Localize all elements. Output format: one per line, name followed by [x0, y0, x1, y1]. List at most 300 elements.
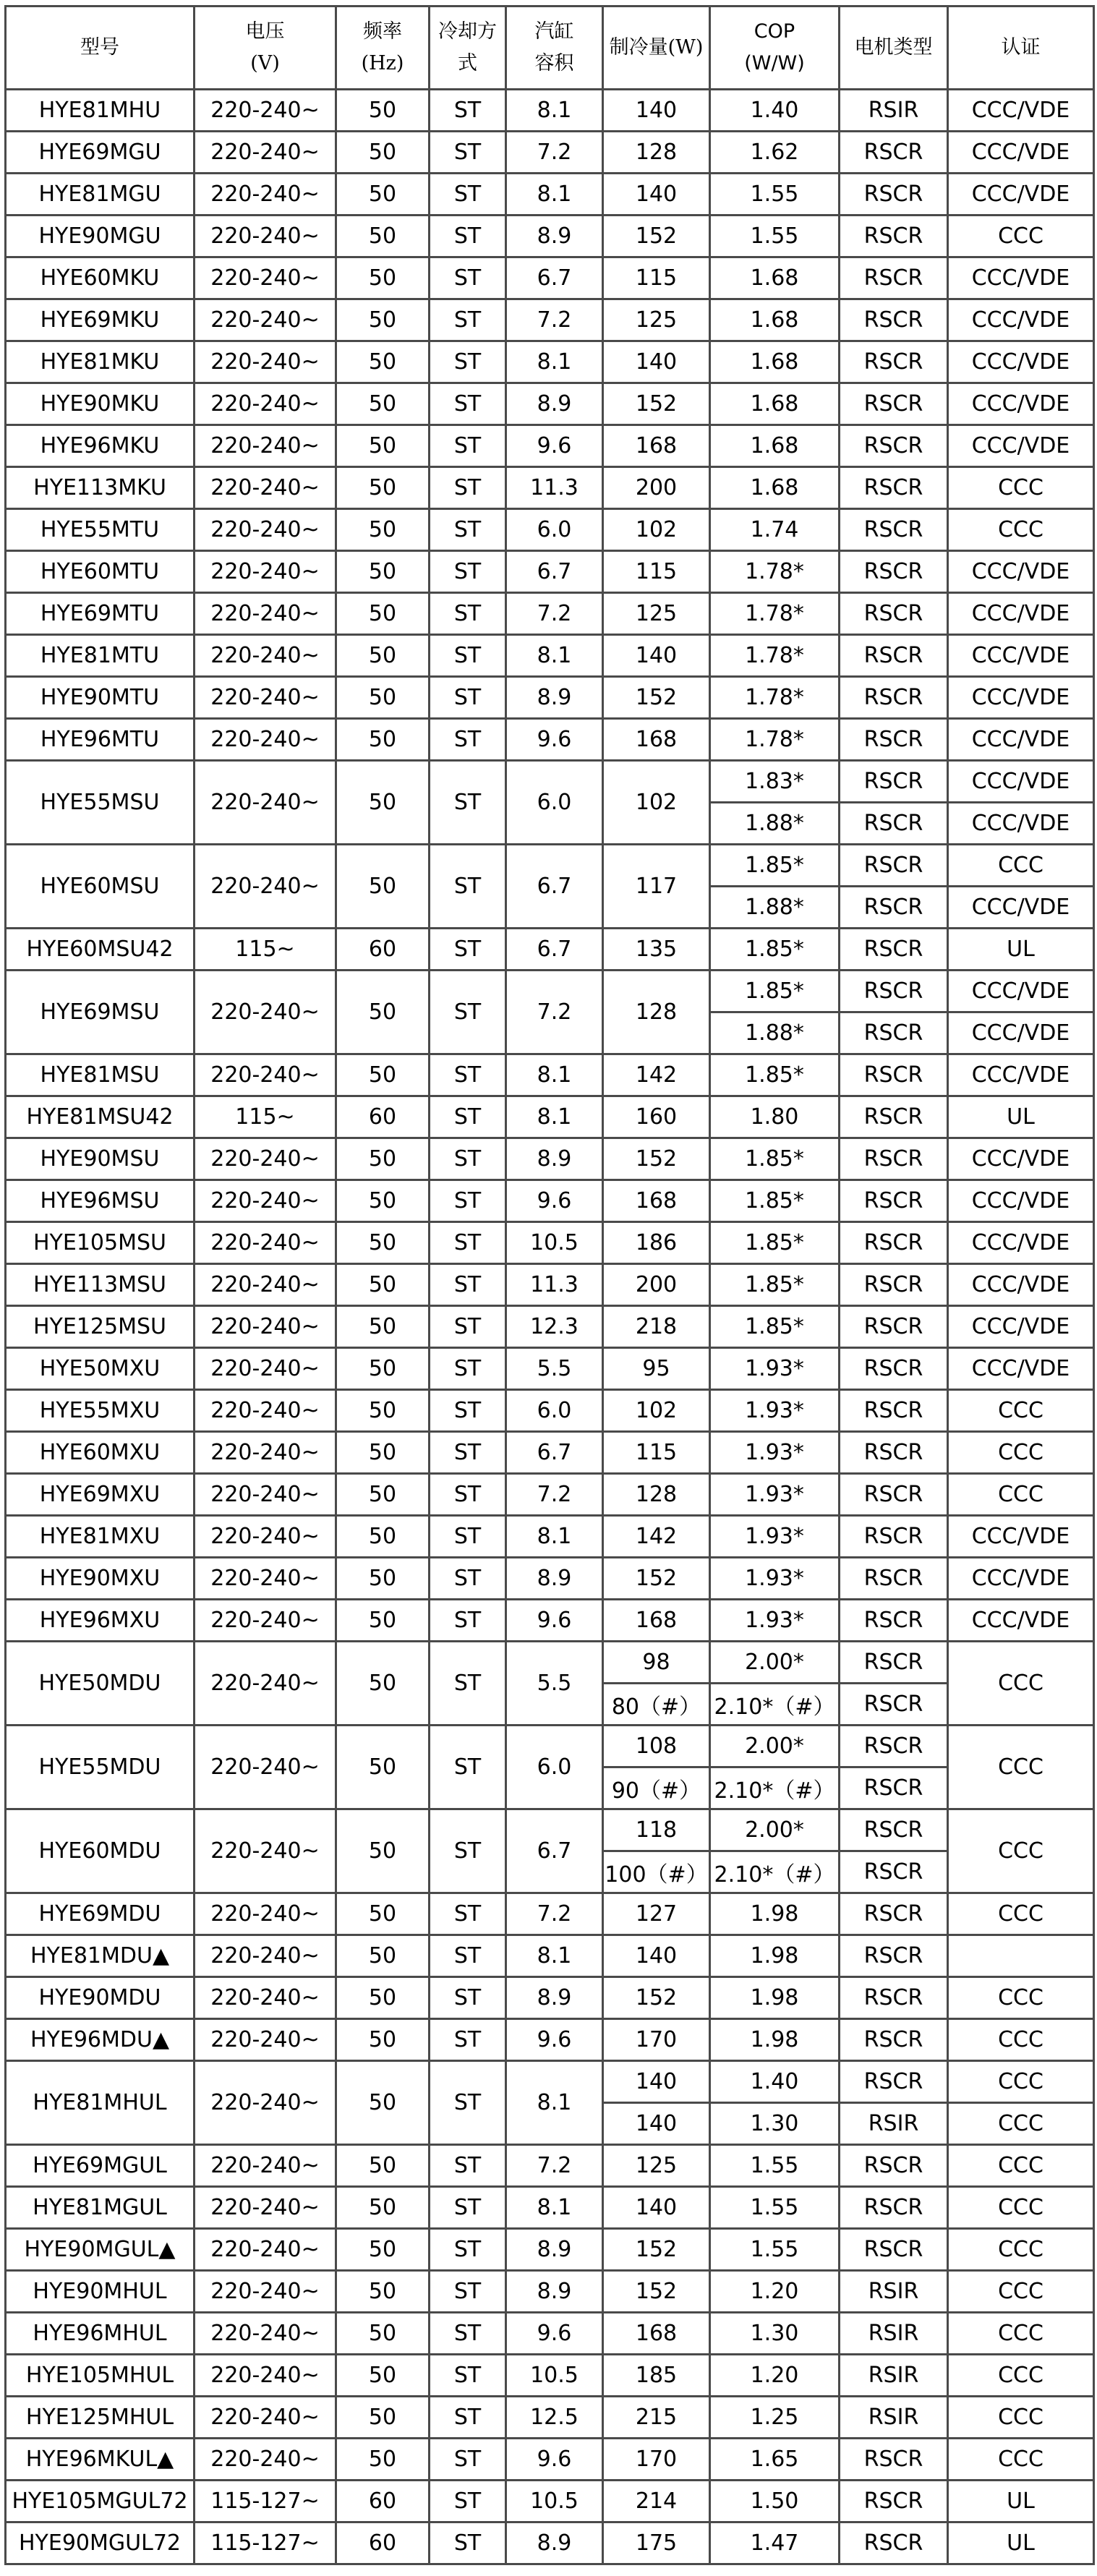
cop-cell: 1.85* — [710, 971, 840, 1012]
capacity-cell: 160 — [603, 1096, 710, 1138]
certification-cell: CCC/VDE — [948, 174, 1094, 216]
certification-cell: CCC/VDE — [948, 1180, 1094, 1222]
frequency-cell: 60 — [336, 1096, 430, 1138]
motor-cell: RSCR — [840, 845, 948, 887]
table-row — [6, 2439, 1094, 2481]
motor-cell: RSCR — [840, 1809, 948, 1851]
cop-cell: 1.85* — [710, 929, 840, 971]
cop-cell: 1.93* — [710, 1432, 840, 1474]
frequency-cell: 50 — [336, 2145, 430, 2187]
motor-cell: RSCR — [840, 2439, 948, 2481]
motor-cell: RSCR — [840, 383, 948, 425]
table-row — [6, 971, 1094, 1012]
model-cell: HYE81MXU — [6, 1516, 195, 1558]
voltage-cell: 220-240~ — [195, 2355, 336, 2397]
frequency-cell: 50 — [336, 1474, 430, 1516]
cooling-cell: ST — [430, 2481, 506, 2522]
motor-cell: RSCR — [840, 1642, 948, 1684]
model-cell: HYE81MDU▲ — [6, 1935, 195, 1977]
header-certification: 认证 — [948, 7, 1094, 90]
voltage-cell: 220-240~ — [195, 425, 336, 467]
model-cell: HYE96MKUL▲ — [6, 2439, 195, 2481]
capacity-cell: 140 — [603, 2061, 710, 2103]
certification-cell: CCC — [948, 2061, 1094, 2103]
frequency-cell: 50 — [336, 2439, 430, 2481]
certification-cell: CCC/VDE — [948, 677, 1094, 719]
certification-cell: CCC — [948, 1809, 1094, 1893]
table-row — [6, 2187, 1094, 2229]
displacement-cell: 6.0 — [506, 1390, 603, 1432]
capacity-cell: 102 — [603, 509, 710, 551]
cooling-cell: ST — [430, 551, 506, 593]
model-cell: HYE81MGUL — [6, 2187, 195, 2229]
cop-cell: 1.68 — [710, 341, 840, 383]
motor-cell: RSIR — [840, 2103, 948, 2145]
frequency-cell: 50 — [336, 2229, 430, 2271]
frequency-cell: 50 — [336, 1222, 430, 1264]
motor-cell: RSCR — [840, 551, 948, 593]
cooling-cell: ST — [430, 1809, 506, 1893]
voltage-cell: 220-240~ — [195, 509, 336, 551]
cop-cell: 1.85* — [710, 1138, 840, 1180]
header-cop: COP (W/W) — [710, 7, 840, 90]
motor-cell: RSCR — [840, 1558, 948, 1600]
frequency-cell: 50 — [336, 90, 430, 132]
cooling-cell: ST — [430, 719, 506, 761]
motor-cell: RSIR — [840, 2355, 948, 2397]
motor-cell: RSCR — [840, 425, 948, 467]
motor-cell: RSCR — [840, 1935, 948, 1977]
voltage-cell: 220-240~ — [195, 1222, 336, 1264]
frequency-cell: 50 — [336, 2187, 430, 2229]
motor-cell: RSCR — [840, 1348, 948, 1390]
cop-cell: 1.55 — [710, 216, 840, 257]
motor-cell: RSCR — [840, 1726, 948, 1767]
cop-cell: 1.88* — [710, 1012, 840, 1054]
cooling-cell: ST — [430, 1180, 506, 1222]
cooling-cell: ST — [430, 1474, 506, 1516]
displacement-cell: 8.9 — [506, 383, 603, 425]
capacity-cell: 102 — [603, 1390, 710, 1432]
voltage-cell: 220-240~ — [195, 635, 336, 677]
cooling-cell: ST — [430, 509, 506, 551]
cop-cell: 1.85* — [710, 1054, 840, 1096]
cop-cell: 2.00* — [710, 1642, 840, 1684]
table-row — [6, 1600, 1094, 1642]
cop-cell: 1.78* — [710, 593, 840, 635]
voltage-cell: 220-240~ — [195, 1809, 336, 1893]
frequency-cell: 50 — [336, 1264, 430, 1306]
cooling-cell: ST — [430, 2019, 506, 2061]
model-cell: HYE90MHUL — [6, 2271, 195, 2313]
displacement-cell: 7.2 — [506, 593, 603, 635]
model-cell: HYE90MTU — [6, 677, 195, 719]
certification-cell — [948, 1935, 1094, 1977]
table-row — [6, 1893, 1094, 1935]
cooling-cell: ST — [430, 1390, 506, 1432]
frequency-cell: 50 — [336, 1306, 430, 1348]
motor-cell: RSCR — [840, 719, 948, 761]
motor-cell: RSCR — [840, 1474, 948, 1516]
cooling-cell: ST — [430, 2187, 506, 2229]
table-row — [6, 425, 1094, 467]
frequency-cell: 50 — [336, 1432, 430, 1474]
cop-cell: 1.85* — [710, 845, 840, 887]
table-row — [6, 2481, 1094, 2522]
displacement-cell: 8.1 — [506, 1096, 603, 1138]
certification-cell: CCC — [948, 1642, 1094, 1726]
voltage-cell: 220-240~ — [195, 1138, 336, 1180]
voltage-cell: 220-240~ — [195, 1264, 336, 1306]
voltage-cell: 220-240~ — [195, 2313, 336, 2355]
frequency-cell: 50 — [336, 383, 430, 425]
cooling-cell: ST — [430, 1432, 506, 1474]
cop-cell: 1.85* — [710, 1264, 840, 1306]
cooling-cell: ST — [430, 635, 506, 677]
cop-cell: 1.85* — [710, 1306, 840, 1348]
voltage-cell: 220-240~ — [195, 1642, 336, 1726]
capacity-cell: 108 — [603, 1726, 710, 1767]
compressor-spec-table — [4, 5, 1095, 2565]
model-cell: HYE90MXU — [6, 1558, 195, 1600]
cop-cell: 1.93* — [710, 1390, 840, 1432]
voltage-cell: 220-240~ — [195, 1348, 336, 1390]
cooling-cell: ST — [430, 2229, 506, 2271]
frequency-cell: 50 — [336, 425, 430, 467]
certification-cell: UL — [948, 2481, 1094, 2522]
cooling-cell: ST — [430, 2061, 506, 2145]
cop-cell: 2.00* — [710, 1726, 840, 1767]
motor-cell: RSCR — [840, 1893, 948, 1935]
displacement-cell: 11.3 — [506, 467, 603, 509]
voltage-cell: 220-240~ — [195, 971, 336, 1054]
cop-cell: 2.00* — [710, 1809, 840, 1851]
displacement-cell: 8.9 — [506, 1977, 603, 2019]
motor-cell: RSCR — [840, 1767, 948, 1809]
certification-cell: CCC/VDE — [948, 887, 1094, 929]
frequency-cell: 50 — [336, 1138, 430, 1180]
capacity-cell: 115 — [603, 551, 710, 593]
capacity-cell: 98 — [603, 1642, 710, 1684]
motor-cell: RSCR — [840, 1851, 948, 1893]
certification-cell: CCC — [948, 2187, 1094, 2229]
table-row — [6, 929, 1094, 971]
cooling-cell: ST — [430, 1726, 506, 1809]
capacity-cell: 214 — [603, 2481, 710, 2522]
voltage-cell: 220-240~ — [195, 2271, 336, 2313]
cooling-cell: ST — [430, 2271, 506, 2313]
cooling-cell: ST — [430, 2355, 506, 2397]
table-row — [6, 467, 1094, 509]
cop-cell: 1.25 — [710, 2397, 840, 2439]
frequency-cell: 50 — [336, 1054, 430, 1096]
cop-cell: 1.85* — [710, 1222, 840, 1264]
displacement-cell: 7.2 — [506, 971, 603, 1054]
model-cell: HYE60MXU — [6, 1432, 195, 1474]
displacement-cell: 6.7 — [506, 1432, 603, 1474]
table-row — [6, 551, 1094, 593]
motor-cell: RSCR — [840, 299, 948, 341]
motor-cell: RSCR — [840, 1180, 948, 1222]
certification-cell: CCC/VDE — [948, 132, 1094, 174]
certification-cell: CCC/VDE — [948, 803, 1094, 845]
displacement-cell: 8.1 — [506, 341, 603, 383]
voltage-cell: 220-240~ — [195, 2229, 336, 2271]
table-row — [6, 1096, 1094, 1138]
frequency-cell: 50 — [336, 1726, 430, 1809]
certification-cell: CCC/VDE — [948, 971, 1094, 1012]
model-cell: HYE81MTU — [6, 635, 195, 677]
frequency-cell: 50 — [336, 593, 430, 635]
frequency-cell: 50 — [336, 1558, 430, 1600]
motor-cell: RSCR — [840, 467, 948, 509]
capacity-cell: 152 — [603, 216, 710, 257]
certification-cell: CCC/VDE — [948, 1054, 1094, 1096]
voltage-cell: 220-240~ — [195, 216, 336, 257]
frequency-cell: 50 — [336, 719, 430, 761]
cooling-cell: ST — [430, 761, 506, 845]
header-displacement: 汽缸 容积 — [506, 7, 603, 90]
frequency-cell: 50 — [336, 467, 430, 509]
cooling-cell: ST — [430, 1977, 506, 2019]
model-cell: HYE69MGUL — [6, 2145, 195, 2187]
model-cell: HYE60MTU — [6, 551, 195, 593]
model-cell: HYE69MGU — [6, 132, 195, 174]
cop-cell: 1.68 — [710, 383, 840, 425]
capacity-cell: 168 — [603, 1600, 710, 1642]
motor-cell: RSCR — [840, 341, 948, 383]
cooling-cell: ST — [430, 1096, 506, 1138]
cop-cell: 1.85* — [710, 1180, 840, 1222]
header-cooling: 冷却方 式 — [430, 7, 506, 90]
cop-cell: 1.40 — [710, 2061, 840, 2103]
displacement-cell: 8.9 — [506, 677, 603, 719]
motor-cell: RSCR — [840, 2145, 948, 2187]
header-row — [6, 7, 1094, 90]
capacity-cell: 142 — [603, 1054, 710, 1096]
voltage-cell: 220-240~ — [195, 2145, 336, 2187]
displacement-cell: 10.5 — [506, 2481, 603, 2522]
certification-cell: CCC/VDE — [948, 425, 1094, 467]
table-row — [6, 1054, 1094, 1096]
motor-cell: RSCR — [840, 2187, 948, 2229]
model-cell: HYE96MSU — [6, 1180, 195, 1222]
table-row — [6, 1474, 1094, 1516]
model-cell: HYE125MSU — [6, 1306, 195, 1348]
capacity-cell: 175 — [603, 2522, 710, 2564]
motor-cell: RSCR — [840, 2481, 948, 2522]
voltage-cell: 220-240~ — [195, 761, 336, 845]
displacement-cell: 8.1 — [506, 1935, 603, 1977]
frequency-cell: 50 — [336, 216, 430, 257]
certification-cell: CCC/VDE — [948, 1222, 1094, 1264]
header-voltage: 电压 (V) — [195, 7, 336, 90]
displacement-cell: 8.9 — [506, 2522, 603, 2564]
model-cell: HYE113MKU — [6, 467, 195, 509]
displacement-cell: 9.6 — [506, 2313, 603, 2355]
model-cell: HYE81MHU — [6, 90, 195, 132]
cooling-cell: ST — [430, 1306, 506, 1348]
cop-cell: 1.98 — [710, 2019, 840, 2061]
voltage-cell: 220-240~ — [195, 1558, 336, 1600]
frequency-cell: 50 — [336, 132, 430, 174]
frequency-cell: 50 — [336, 1348, 430, 1390]
voltage-cell: 220-240~ — [195, 2397, 336, 2439]
voltage-cell: 220-240~ — [195, 1474, 336, 1516]
cop-cell: 1.55 — [710, 2229, 840, 2271]
motor-cell: RSCR — [840, 257, 948, 299]
model-cell: HYE96MDU▲ — [6, 2019, 195, 2061]
certification-cell: CCC/VDE — [948, 719, 1094, 761]
frequency-cell: 50 — [336, 635, 430, 677]
motor-cell: RSCR — [840, 677, 948, 719]
certification-cell: CCC — [948, 1893, 1094, 1935]
motor-cell: RSIR — [840, 90, 948, 132]
table-body — [6, 90, 1094, 2564]
displacement-cell: 6.7 — [506, 1809, 603, 1893]
cop-cell: 1.55 — [710, 2145, 840, 2187]
frequency-cell: 50 — [336, 551, 430, 593]
voltage-cell: 220-240~ — [195, 90, 336, 132]
displacement-cell: 8.9 — [506, 2229, 603, 2271]
voltage-cell: 220-240~ — [195, 2061, 336, 2145]
voltage-cell: 220-240~ — [195, 299, 336, 341]
cooling-cell: ST — [430, 132, 506, 174]
cooling-cell: ST — [430, 677, 506, 719]
frequency-cell: 50 — [336, 2313, 430, 2355]
voltage-cell: 115~ — [195, 1096, 336, 1138]
capacity-cell: 200 — [603, 467, 710, 509]
voltage-cell: 220-240~ — [195, 1600, 336, 1642]
displacement-cell: 12.3 — [506, 1306, 603, 1348]
motor-cell: RSCR — [840, 1600, 948, 1642]
model-cell: HYE69MTU — [6, 593, 195, 635]
table-row — [6, 1138, 1094, 1180]
displacement-cell: 8.9 — [506, 2271, 603, 2313]
frequency-cell: 60 — [336, 2522, 430, 2564]
capacity-cell: 168 — [603, 2313, 710, 2355]
capacity-cell: 80（#） — [603, 1684, 710, 1726]
capacity-cell: 128 — [603, 132, 710, 174]
cop-cell: 1.78* — [710, 635, 840, 677]
motor-cell: RSCR — [840, 803, 948, 845]
header-frequency: 频率 (Hz) — [336, 7, 430, 90]
table-row — [6, 1726, 1094, 1767]
displacement-cell: 6.7 — [506, 929, 603, 971]
motor-cell: RSCR — [840, 761, 948, 803]
cop-cell: 1.50 — [710, 2481, 840, 2522]
frequency-cell: 50 — [336, 257, 430, 299]
cop-cell: 1.78* — [710, 677, 840, 719]
certification-cell: UL — [948, 2522, 1094, 2564]
table-row — [6, 174, 1094, 216]
capacity-cell: 140 — [603, 635, 710, 677]
certification-cell: CCC/VDE — [948, 257, 1094, 299]
model-cell: HYE69MKU — [6, 299, 195, 341]
model-cell: HYE90MSU — [6, 1138, 195, 1180]
displacement-cell: 8.1 — [506, 174, 603, 216]
table-row — [6, 2397, 1094, 2439]
table-row — [6, 1516, 1094, 1558]
cop-cell: 1.88* — [710, 887, 840, 929]
capacity-cell: 140 — [603, 2103, 710, 2145]
cop-cell: 1.68 — [710, 299, 840, 341]
capacity-cell: 140 — [603, 174, 710, 216]
displacement-cell: 7.2 — [506, 2145, 603, 2187]
voltage-cell: 115-127~ — [195, 2522, 336, 2564]
table-row — [6, 719, 1094, 761]
capacity-cell: 115 — [603, 1432, 710, 1474]
cooling-cell: ST — [430, 257, 506, 299]
cooling-cell: ST — [430, 845, 506, 929]
capacity-cell: 186 — [603, 1222, 710, 1264]
frequency-cell: 50 — [336, 174, 430, 216]
cop-cell: 1.78* — [710, 551, 840, 593]
cooling-cell: ST — [430, 216, 506, 257]
table-row — [6, 845, 1094, 887]
certification-cell: CCC — [948, 2271, 1094, 2313]
model-cell: HYE105MGUL72 — [6, 2481, 195, 2522]
table-row — [6, 593, 1094, 635]
voltage-cell: 220-240~ — [195, 132, 336, 174]
cooling-cell: ST — [430, 1893, 506, 1935]
capacity-cell: 135 — [603, 929, 710, 971]
motor-cell: RSIR — [840, 2271, 948, 2313]
frequency-cell: 50 — [336, 2397, 430, 2439]
displacement-cell: 9.6 — [506, 1600, 603, 1642]
displacement-cell: 7.2 — [506, 132, 603, 174]
motor-cell: RSCR — [840, 1222, 948, 1264]
capacity-cell: 140 — [603, 2187, 710, 2229]
certification-cell: CCC — [948, 1390, 1094, 1432]
capacity-cell: 90（#） — [603, 1767, 710, 1809]
displacement-cell: 8.1 — [506, 2061, 603, 2145]
cooling-cell: ST — [430, 383, 506, 425]
frequency-cell: 50 — [336, 509, 430, 551]
capacity-cell: 115 — [603, 257, 710, 299]
voltage-cell: 220-240~ — [195, 383, 336, 425]
model-cell: HYE90MKU — [6, 383, 195, 425]
cooling-cell: ST — [430, 1348, 506, 1390]
displacement-cell: 9.6 — [506, 2019, 603, 2061]
table-header — [6, 7, 1094, 90]
cooling-cell: ST — [430, 1054, 506, 1096]
cooling-cell: ST — [430, 971, 506, 1054]
displacement-cell: 8.1 — [506, 1516, 603, 1558]
motor-cell: RSIR — [840, 2313, 948, 2355]
cooling-cell: ST — [430, 1138, 506, 1180]
cooling-cell: ST — [430, 1516, 506, 1558]
cooling-cell: ST — [430, 593, 506, 635]
header-model: 型号 — [6, 7, 195, 90]
voltage-cell: 220-240~ — [195, 1054, 336, 1096]
frequency-cell: 50 — [336, 1893, 430, 1935]
motor-cell: RSCR — [840, 887, 948, 929]
cooling-cell: ST — [430, 425, 506, 467]
capacity-cell: 152 — [603, 1138, 710, 1180]
model-cell: HYE105MSU — [6, 1222, 195, 1264]
table-row — [6, 2522, 1094, 2564]
cooling-cell: ST — [430, 1558, 506, 1600]
certification-cell: CCC/VDE — [948, 1012, 1094, 1054]
voltage-cell: 220-240~ — [195, 257, 336, 299]
displacement-cell: 8.1 — [506, 635, 603, 677]
cop-cell: 1.68 — [710, 425, 840, 467]
model-cell: HYE55MXU — [6, 1390, 195, 1432]
capacity-cell: 152 — [603, 677, 710, 719]
model-cell: HYE96MXU — [6, 1600, 195, 1642]
cooling-cell: ST — [430, 929, 506, 971]
